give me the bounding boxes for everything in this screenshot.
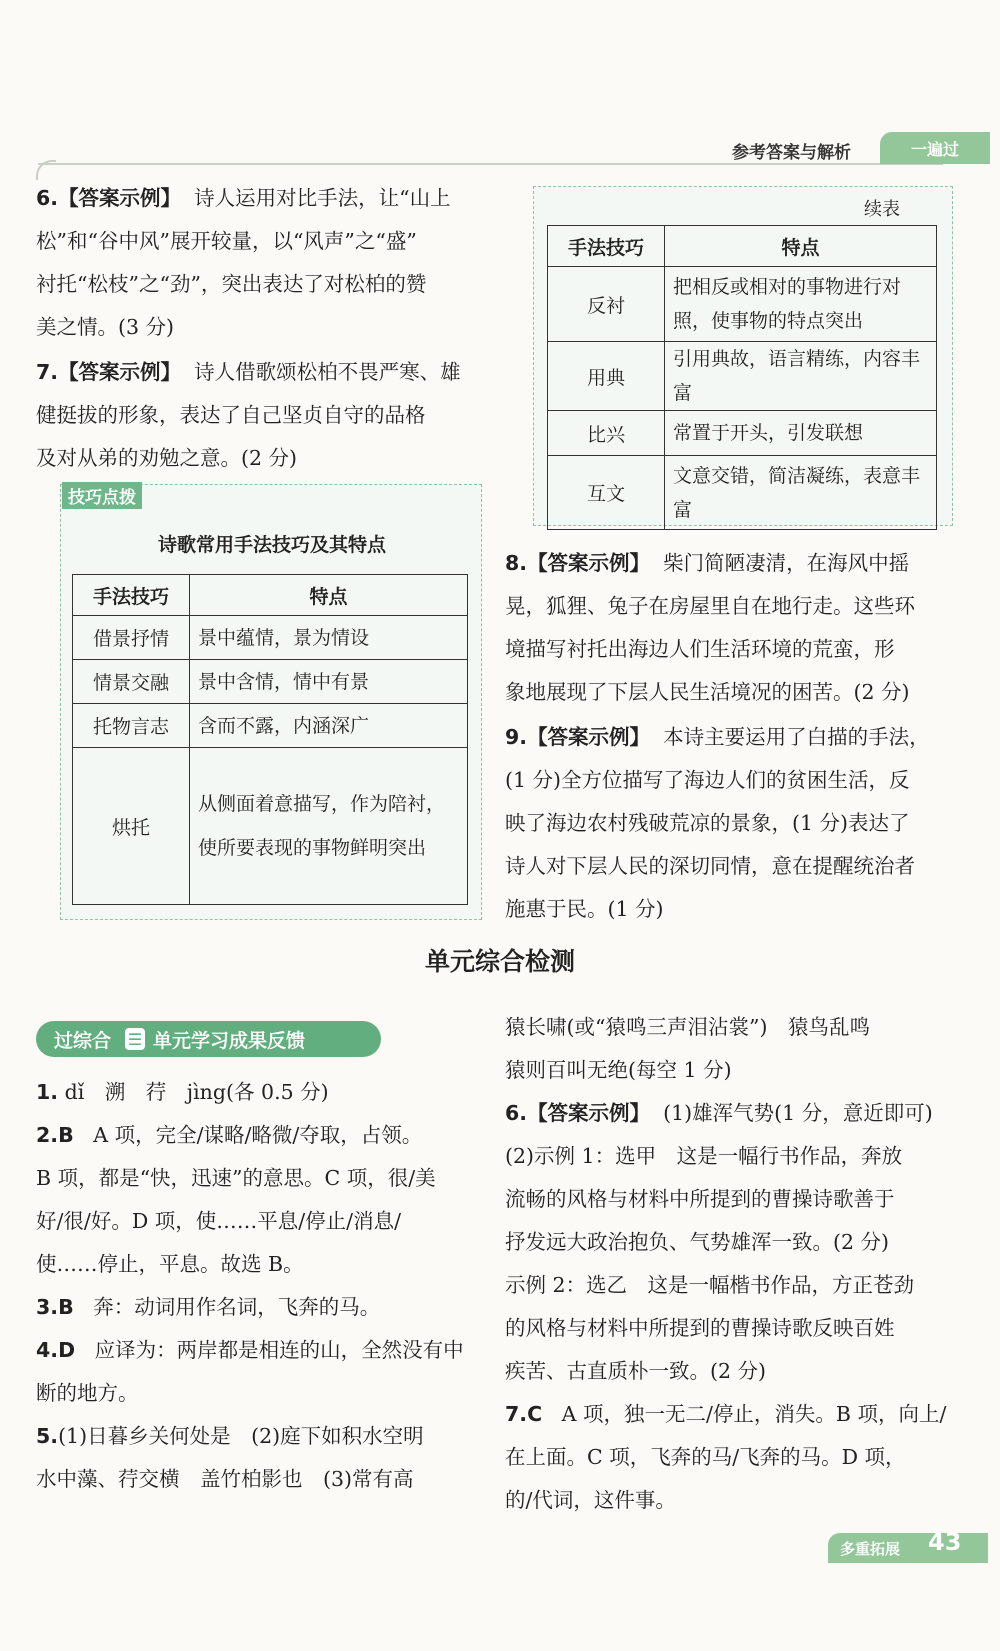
tips-table: 手法技巧 特点 借景抒情 景中蕴情，景为情设 情景交融 景中含情，情中有景 托物言志 含而不露，内涵深广 烘托 从侧面着意描写，作为陪衬，使所要表现的事物鲜明突出 — [72, 574, 468, 905]
table-row: 反衬 把相反或相对的事物进行对照，使事物的特点突出 — [548, 267, 937, 342]
unit-title: 单元综合检测 — [424, 947, 575, 976]
answer-q9: 9.【答案示例】 本诗主要运用了白描的手法， (1 分)全方位描写了海边人们的贫困生活，反 映了海边农村残破荒凉的景象，(1 分)表达了 诗人对下层人民的深切同情，意在提醒统治者 施惠于民。(1 分) — [505, 725, 930, 921]
header-tab: 一遍过 — [880, 132, 990, 164]
section-bar: 过综合 ☰ 单元学习成果反馈 — [36, 1021, 381, 1057]
page-number: 43 — [928, 1528, 962, 1556]
header-ref-label: 参考答案与解析 — [732, 143, 851, 163]
cont-table-label: 续表 — [864, 199, 900, 220]
answer-block-right: 猿长啸(或“猿鸣三声泪沾裳”) 猿鸟乱鸣 猿则百叫无绝(每空 1 分) 6.【答案示例】 (1)雄浑气势(1 分，意近即可) (2)示例 1：选甲 这是一幅行书作品，奔放 流畅的风格与材料中所提到的曹操诗歌善于 抒发远大政治抱负、气势雄浑一致。(2 分) 示例 2：选乙 这是一幅楷书作品，方正苍劲 的风格与材料中所提到的曹操诗歌反映百姓 疾苦、古直质朴一致。(2 分) 7.C A 项，独一无二/停止，消失。B 项，向上/ 在上面。C 项，飞奔的马/飞奔的马。D 项， 的/代词，这件事。 — [505, 1015, 947, 1512]
table-row: 用典 引用典故，语言精练，内容丰富 — [548, 342, 937, 411]
tips-label: 技巧点拨 — [62, 482, 142, 509]
header-rule — [38, 163, 943, 165]
answer-q8: 8.【答案示例】 柴门简陋凄清，在海风中摇 晃，狐狸、兔子在房屋里自在地行走。这些环 境描写衬托出海边人们生活环境的荒蛮，形 象地展现了下层人民生活境况的困苦。(2 分) — [505, 551, 915, 704]
table-row: 借景抒情 景中蕴情，景为情设 — [73, 616, 468, 660]
table-row: 互文 文意交错，简洁凝练，表意丰富 — [548, 456, 937, 530]
table-row: 情景交融 景中含情，情中有景 — [73, 660, 468, 704]
table-row: 烘托 从侧面着意描写，作为陪衬，使所要表现的事物鲜明突出 — [73, 748, 468, 905]
footer-tab: 多重拓展 — [828, 1533, 988, 1563]
list-icon: ☰ — [125, 1028, 145, 1050]
cont-table: 手法技巧 特点 反衬 把相反或相对的事物进行对照，使事物的特点突出 用典 引用典故，语言精练，内容丰富 比兴 常置于开头，引发联想 互文 文意交错，简洁凝练，表意丰富 — [547, 225, 937, 530]
tips-title: 诗歌常用手法技巧及其特点 — [157, 534, 386, 556]
answer-q6-top: 6.【答案示例】 诗人运用对比手法，让“山上 松”和“谷中风”展开较量，以“风声”之“盛” 衬托“松枝”之“劲”，突出表达了对松柏的赞 美之情。(3 分) — [36, 186, 451, 339]
answer-block-left: 1. dǐ 溯 荇 jìng(各 0.5 分) 2.B A 项，完全/谋略/略微/夺取，占领。 B 项，都是“快，迅速”的意思。C 项，很/美 好/很/好。D 项，使……平息/停止/消息/ 使……停止，平息。故选 B。 3.B 奔：动词用作名词，飞奔的马。 4.D 应译为：两岸都是相连的山，全然没有中 断的地方。 5.(1)日暮乡关何处是 (2)庭下如积水空明 水中藻、荇交横 盖竹柏影也 (3)常有高 — [36, 1080, 464, 1491]
answer-q7-top: 7.【答案示例】 诗人借歌颂松柏不畏严寒、雄 健挺拔的形象，表达了自己坚贞自守的品格 及对从弟的劝勉之意。(2 分) — [36, 360, 461, 470]
table-row: 比兴 常置于开头，引发联想 — [548, 411, 937, 456]
table-row: 托物言志 含而不露，内涵深广 — [73, 704, 468, 748]
